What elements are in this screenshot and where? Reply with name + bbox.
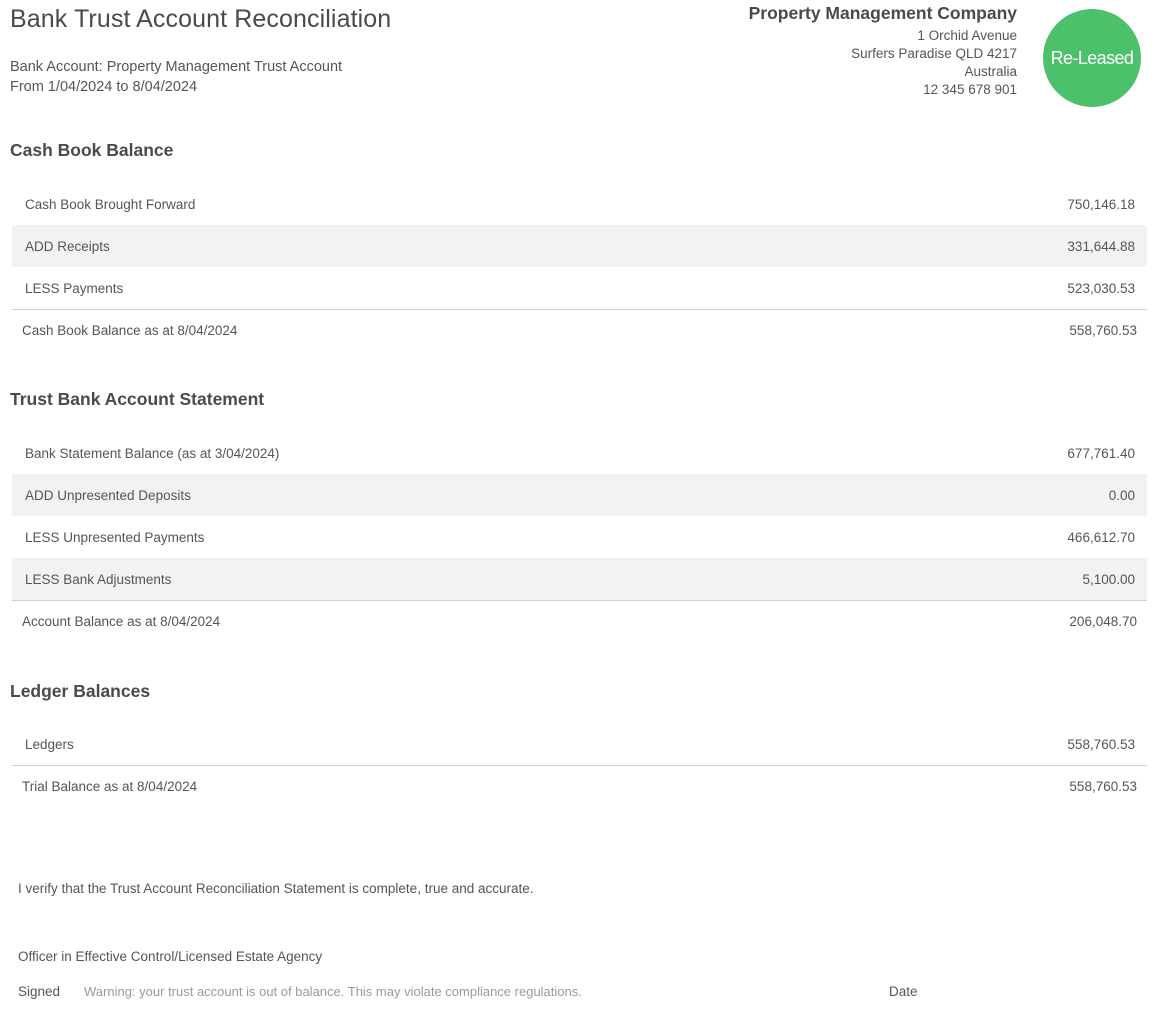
row-label: LESS Unpresented Payments [25,529,205,545]
page-title: Bank Trust Account Reconciliation [10,5,392,33]
total-value: 206,048.70 [1069,613,1137,629]
company-name: Property Management Company [748,3,1017,23]
section-title-trust-bank: Trust Bank Account Statement [10,389,265,409]
row-value: 0.00 [1108,487,1135,503]
date-label: Date [889,984,918,999]
total-label: Cash Book Balance as at 8/04/2024 [22,322,238,338]
row-value: 331,644.88 [1067,238,1135,254]
total-value: 558,760.53 [1069,778,1137,794]
total-row [12,765,1147,806]
row-label: Bank Statement Balance (as at 3/04/2024) [25,445,280,461]
company-abn: 12 345 678 901 [923,82,1017,97]
row-value: 5,100.00 [1082,571,1135,587]
row-value: 750,146.18 [1067,196,1135,212]
table-row [12,558,1147,600]
total-row [12,600,1147,641]
verification-statement: I verify that the Trust Account Reconciliation Statement is complete, true and accurate. [18,881,534,896]
company-address-line1: 1 Orchid Avenue [917,28,1017,43]
total-row [12,309,1147,350]
total-value: 558,760.53 [1069,322,1137,338]
row-label: LESS Payments [25,280,124,296]
table-row [12,183,1147,225]
report-header [0,0,1167,130]
bank-account-label: Bank Account: Property Management Trust Account [10,59,343,75]
total-label: Account Balance as at 8/04/2024 [22,613,221,629]
table-row [12,225,1147,267]
trust-bank-table [12,432,1147,641]
row-value: 466,612.70 [1067,529,1135,545]
signed-label: Signed [18,984,61,999]
out-of-balance-warning: Warning: your trust account is out of balance. This may violate compliance regulations. [84,984,582,999]
logo-text: Re-Leased [1050,47,1134,68]
officer-label: Officer in Effective Control/Licensed Estate Agency [18,949,323,964]
row-value: 523,030.53 [1067,280,1135,296]
section-title-cash-book: Cash Book Balance [10,140,174,160]
company-country: Australia [964,64,1017,79]
table-row [12,516,1147,558]
table-row [12,267,1147,309]
table-row [12,723,1147,765]
company-address-line2: Surfers Paradise QLD 4217 [851,46,1017,61]
company-logo [1043,9,1141,107]
row-label: Ledgers [25,736,74,752]
row-label: LESS Bank Adjustments [25,571,172,587]
row-label: Cash Book Brought Forward [25,196,196,212]
cash-book-table [12,183,1147,350]
period-label: From 1/04/2024 to 8/04/2024 [10,79,198,95]
total-label: Trial Balance as at 8/04/2024 [22,778,198,794]
ledger-table [12,723,1147,806]
row-value: 558,760.53 [1067,736,1135,752]
table-row [12,474,1147,516]
account-info [10,57,342,97]
section-title-ledger: Ledger Balances [10,681,151,701]
row-label: ADD Receipts [25,238,110,254]
row-value: 677,761.40 [1067,445,1135,461]
company-details [749,2,1017,99]
row-label: ADD Unpresented Deposits [25,487,191,503]
table-row [12,432,1147,474]
